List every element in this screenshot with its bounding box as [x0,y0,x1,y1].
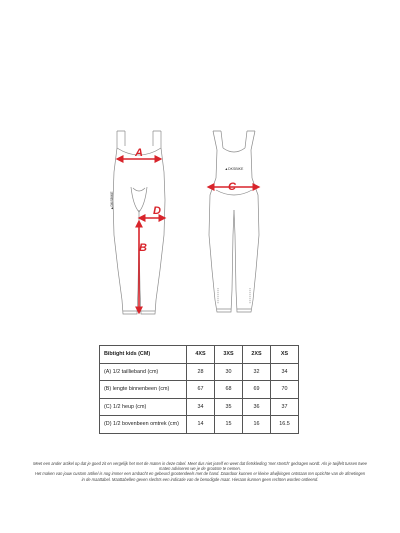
table-cell: 68 [215,381,243,399]
label-b: B [139,242,147,254]
disclaimer-line: Het maken van jouw custom artikel is nog immer een ambacht en gebeurd grootendeels met de hand. Daardoor kunnen er kleine afwijkingen ontstaan ten opzichte van de afmetingen [34,471,366,477]
row-label: (B) lengte binnenbeen (cm) [100,381,187,399]
row-label: (D) 1/2 bovenbeen omtrek (cm) [100,416,187,434]
front-brand-label: ▲DKSBIKE [110,191,114,210]
row-label: (C) 1/2 heup (cm) [100,398,187,416]
back-view [209,131,259,312]
measure-c [209,181,258,193]
back-brand-label: ▲DKSBIKE [224,167,244,171]
size-disclaimer [6,461,394,482]
table-cell: 30 [215,363,243,381]
table-cell: 15 [215,416,243,434]
table-cell: 14 [187,416,215,434]
label-a: A [135,147,143,159]
table-cell: 67 [187,381,215,399]
size-header: XS [271,346,299,364]
table-row [100,416,299,434]
table-cell: 35 [215,398,243,416]
measure-d [140,205,164,218]
table-header-row [100,346,299,364]
table-cell: 16 [243,416,271,434]
table-cell: 28 [187,363,215,381]
table-row [100,363,299,381]
disclaimer-line: in de maattabel. Maattabellen geven slechts een indicatie van de benodigde maat. Hieraan kunnen geen rechten worden ontleend. [81,476,319,482]
size-header: 2XS [243,346,271,364]
table-row [100,381,299,399]
table-row [100,398,299,416]
disclaimer-line: Meet een ander artikel op dat je goed zit en vergelijk het met de maten in deze tabel. Meet dus niet jezelf en weet dat fietskleding 'met stretch' gedragen wordt. Als je twijfelt tussen twee [33,461,367,466]
table-cell: 70 [271,381,299,399]
table-cell: 32 [243,363,271,381]
size-table [99,345,299,434]
table-header-label: Bibtight kids (CM) [100,346,187,364]
size-header: 4XS [187,346,215,364]
row-label: (A) 1/2 taillieband (cm) [100,363,187,381]
size-header: 3XS [215,346,243,364]
table-cell: 34 [187,398,215,416]
table-cell: 16.5 [271,416,299,434]
label-c: C [228,181,236,193]
label-d: D [153,205,161,217]
disclaimer-line: maten adviseren we je de grootste te nemen. [159,466,241,472]
table-cell: 37 [271,398,299,416]
table-cell: 69 [243,381,271,399]
measure-a [118,147,160,159]
table-cell: 36 [243,398,271,416]
table-cell: 34 [271,363,299,381]
